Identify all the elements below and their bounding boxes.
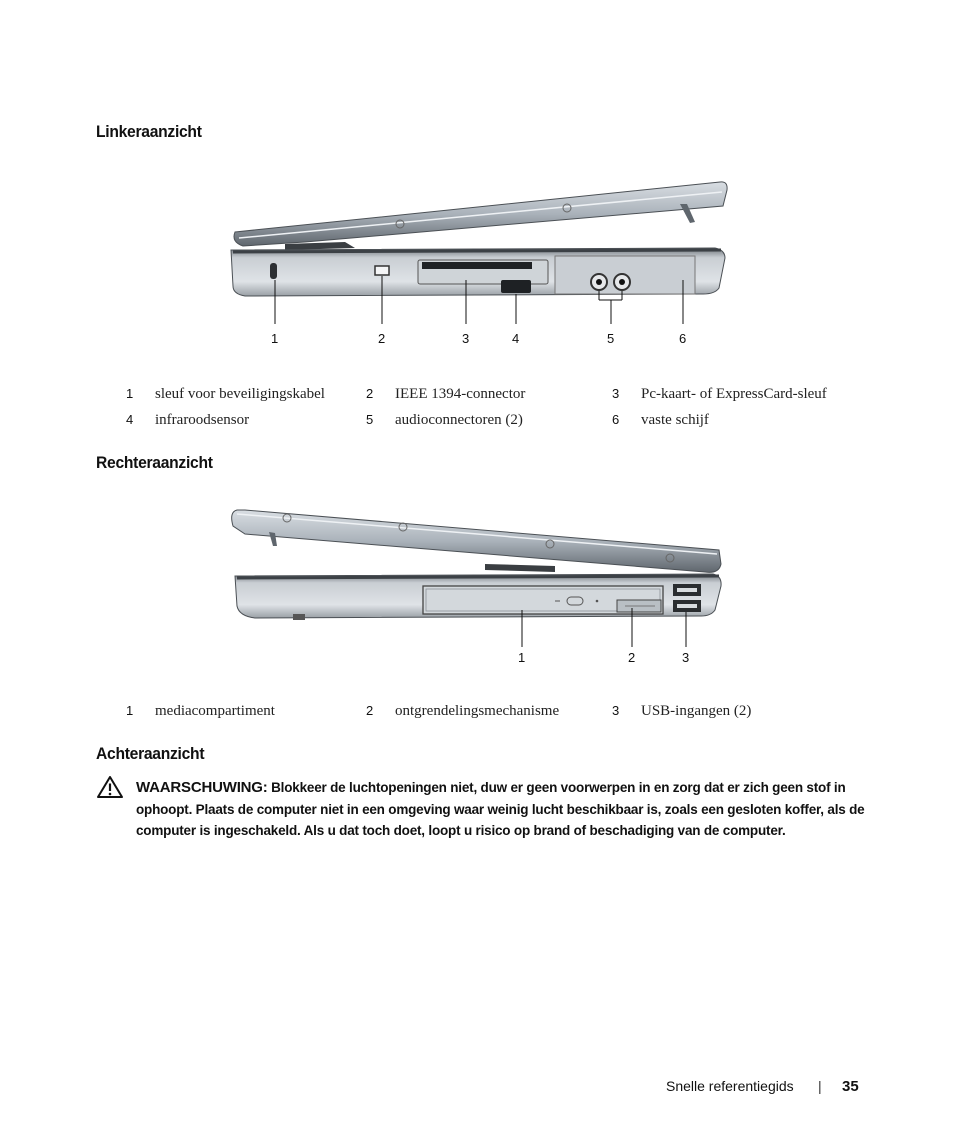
legend-text: USB-ingangen (2) bbox=[641, 703, 752, 719]
legend-num: 5 bbox=[366, 412, 374, 427]
footer-title: Snelle referentiegids bbox=[666, 1078, 794, 1094]
legend-text: IEEE 1394-connector bbox=[395, 386, 526, 402]
legend-text: mediacompartiment bbox=[155, 703, 275, 719]
callout-infrared: 4 bbox=[512, 331, 520, 346]
legend-text: Pc-kaart- of ExpressCard-sleuf bbox=[641, 386, 827, 402]
legend-text: audioconnectoren (2) bbox=[395, 412, 523, 428]
legend-num: 2 bbox=[366, 703, 374, 718]
legend-table-right bbox=[124, 703, 751, 729]
callout-ieee1394: 2 bbox=[378, 331, 386, 346]
callout-card-slot: 3 bbox=[462, 331, 470, 346]
callout-media-bay: 1 bbox=[518, 650, 526, 665]
legend-text: sleuf voor beveiligingskabel bbox=[155, 386, 325, 402]
warning-label: WAARSCHUWING: bbox=[136, 779, 268, 796]
legend-num: 2 bbox=[366, 386, 374, 401]
heading-left-view: Linkeraanzicht bbox=[96, 122, 202, 141]
legend-num: 3 bbox=[612, 703, 620, 718]
callout-release-latch: 2 bbox=[628, 650, 636, 665]
legend-num: 1 bbox=[126, 386, 134, 401]
warning-notice bbox=[136, 777, 876, 842]
callout-security-slot: 1 bbox=[271, 331, 279, 346]
warning-icon bbox=[96, 775, 124, 799]
legend-text: ontgrendelingsmechanisme bbox=[395, 703, 560, 719]
callout-hard-drive: 6 bbox=[679, 331, 687, 346]
legend-row bbox=[124, 412, 827, 438]
warning-body: Blokkeer de luchtopeningen niet, duw er geen voorwerpen in en zorg dat er zich geen stof in ophoopt. Plaats de computer niet in een omgeving waar weinig lucht beschikbaar is, zoals een gesloten koffer, als de computer is ingeschakeld. Als u dat toch doet, loopt u risico op brand of beschadiging van de computer. bbox=[136, 780, 865, 838]
legend-num: 3 bbox=[612, 386, 620, 401]
callout-audio: 5 bbox=[607, 331, 615, 346]
legend-num: 6 bbox=[612, 412, 620, 427]
heading-right-view: Rechteraanzicht bbox=[96, 453, 213, 472]
laptop-right-side-image bbox=[225, 502, 735, 647]
legend-num: 1 bbox=[126, 703, 134, 718]
laptop-left-side-image bbox=[225, 176, 735, 326]
callout-usb: 3 bbox=[682, 650, 690, 665]
legend-num: 4 bbox=[126, 412, 134, 427]
legend-text: infraroodsensor bbox=[155, 412, 250, 428]
legend-row bbox=[124, 703, 751, 729]
legend-table-left bbox=[124, 386, 827, 438]
footer-separator: | bbox=[818, 1078, 822, 1094]
heading-back-view: Achteraanzicht bbox=[96, 744, 205, 763]
page-number: 35 bbox=[842, 1078, 859, 1095]
legend-row bbox=[124, 386, 827, 412]
legend-text: vaste schijf bbox=[641, 412, 709, 428]
